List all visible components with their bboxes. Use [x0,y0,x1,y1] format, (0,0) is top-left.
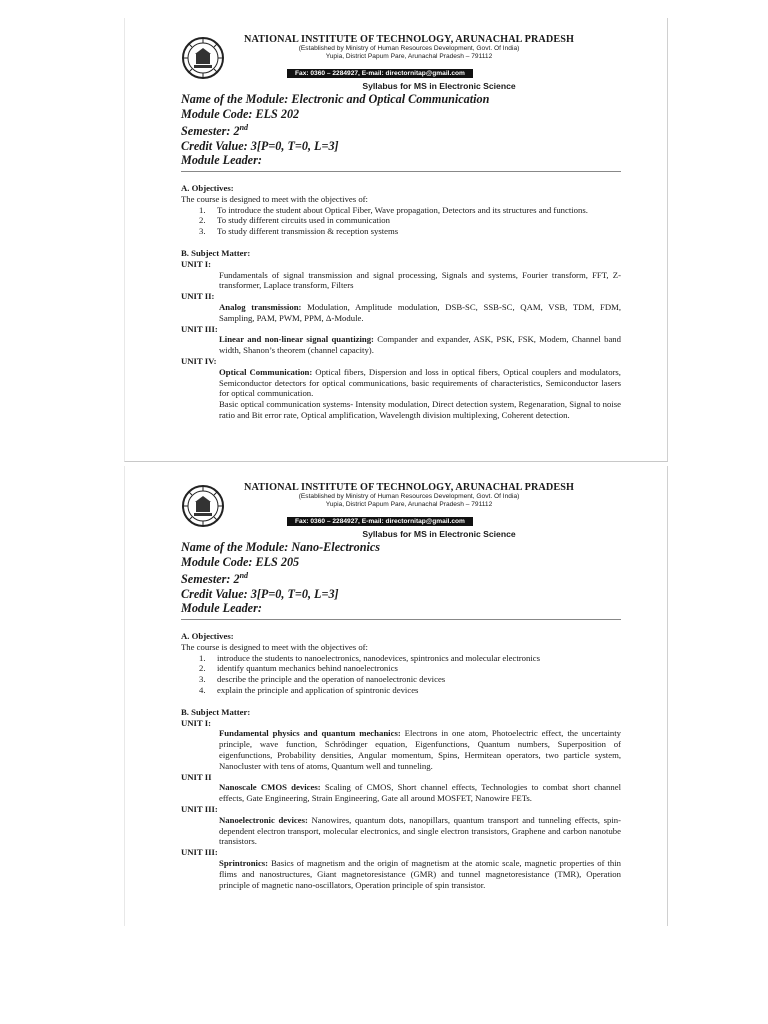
unit-label: UNIT I: [181,258,212,269]
module-name: Name of the Module: Electronic and Optical Communication [181,92,490,106]
syllabus-page-2 [124,466,668,926]
page-header [125,466,667,538]
institute-logo-icon [181,36,225,80]
module-name: Name of the Module: Nano-Electronics [181,540,381,554]
syllabus-title: Syllabus for MS in Electronic Science [362,80,516,91]
unit-content: Sprintronics: Basics of magnetism and the origin of magnetism at the atomic scale, magnetic properties of thin flims and nanostructures, Giant magnetoresistance (GMR) and tunnel magnetoresistance (TMR), Operation principle of magnetic nano-oscillators, Operation principle of spin transistor. [219,857,621,890]
module-leader: Module Leader: [181,601,262,616]
module-body [181,620,621,890]
unit-content: Analog transmission: Modulation, Amplitude modulation, DSB-SC, SSB-SC, QAM, VSB, TDM, FDM, Sampling, PAM, PWM, PPM, Δ-Module. [219,302,621,323]
address-line: Yupia, District Papum Pare, Arunachal Pradesh – 791112 [325,53,493,61]
objectives-intro: The course is designed to meet with the objectives of: [181,193,368,204]
unit-label: UNIT II: [181,291,215,302]
institute-name: NATIONAL INSTITUTE OF TECHNOLOGY, ARUNACHAL PRADESH [243,34,575,45]
contact-bar: Fax: 0360 – 2284927, E-mail: directornitap@gmail.com [287,517,473,526]
objectives-intro: The course is designed to meet with the objectives of: [181,641,368,652]
institute-name: NATIONAL INSTITUTE OF TECHNOLOGY, ARUNACHAL PRADESH [243,482,575,493]
module-info [181,92,621,172]
unit-label: UNIT II [181,771,212,782]
list-item: 1. introduce the students to nanoelectronics, nanodevices, spintronics and molecular electronics [199,652,541,663]
module-semester: Semester: 2nd [181,123,249,139]
module-leader: Module Leader: [181,153,262,168]
page-header [125,18,667,90]
unit-label: UNIT III: [181,803,218,814]
unit-content: Optical Communication: Optical fibers, Dispersion and loss in optical fibers, Optical couplers and modulators, Semiconductor detectors for optical communications, basic requirements of characteristics, Semiconductor lasers for optical communication. [219,366,621,399]
module-semester: Semester: 2nd [181,571,249,587]
objectives-list [181,205,621,237]
unit-content: Nanoscale CMOS devices: Scaling of CMOS, Short channel effects, Technologies to combat short channel effects, Gate Engineering, Strain Engineering, Gate all around MOSFET, Nanowire FETs. [219,782,621,804]
unit-content-continued: Basic optical communication systems- Intensity modulation, Direct detection system, Regenaration, Signal to noise ratio and Bit error rate, Optical amplification, Wavelength division multiplexing, Coherent detection. [219,399,621,420]
unit-content: Fundamental physics and quantum mechanics: Electrons in one atom, Photoelectric effect, the uncertainty principle, wave function, Schrödinger equation, Eigenfunctions, Quantum numbers, Superposition of eigenfunctions, Probability densities, Angular momentum, Spins, Hermitean operators, two particle system, Nanocluster with tens of atoms, Quantum well and tunneling. [219,728,621,771]
list-item: 1. To introduce the student about Optical Fiber, Wave propagation, Detectors and its structures and functions. [199,204,588,215]
address-line: Yupia, District Papum Pare, Arunachal Pradesh – 791112 [325,501,493,509]
list-item: 3. describe the principle and the operation of nanoelectronic devices [199,674,446,685]
institute-logo-icon [181,484,225,528]
list-item: 2. identify quantum mechanics behind nanoelectronics [199,663,398,674]
module-credit: Credit Value: 3[P=0, T=0, L=3] [181,586,339,601]
syllabus-page-1 [124,18,668,462]
syllabus-title: Syllabus for MS in Electronic Science [362,528,516,539]
module-info [181,540,621,620]
subject-heading: B. Subject Matter: [181,248,251,259]
unit-content: Linear and non-linear signal quantizing: Compander and expander, ASK, PSK, FSK, Modem, Channel band width, Shanon’s theorem (channel capacity). [219,334,621,356]
unit-label: UNIT III: [181,847,218,858]
objectives-list [181,653,621,696]
unit-label: UNIT IV: [181,355,217,366]
list-item: 4. explain the principle and application of spintronic devices [199,685,419,696]
objectives-heading: A. Objectives: [181,183,234,194]
unit-label: UNIT I: [181,717,212,728]
established-line: (Established by Ministry of Human Resources Development, Govt. Of India) [298,45,520,52]
unit-content: Fundamentals of signal transmission and signal processing, Signals and systems, Fourier transform, FFT, Z-transformer, Laplace transform, Filters [219,269,621,291]
unit-label: UNIT III: [181,323,218,334]
module-body [181,172,621,421]
established-line: (Established by Ministry of Human Resources Development, Govt. Of India) [298,493,520,500]
contact-bar: Fax: 0360 – 2284927, E-mail: directornitap@gmail.com [287,69,473,78]
module-credit: Credit Value: 3[P=0, T=0, L=3] [181,138,339,153]
unit-content: Nanoelectronic devices: Nanowires, quantum dots, nanopillars, quantum transport and tunneling effects, spin-dependent electron transport, molecular electronics, and single electron transistors, Graphene and carbon nanotube transistors. [219,814,621,847]
module-code: Module Code: ELS 202 [181,106,300,121]
list-item: 2. To study different circuits used in communication [199,215,390,226]
subject-heading: B. Subject Matter: [181,706,251,717]
list-item: 3. To study different transmission & reception systems [199,226,399,237]
module-code: Module Code: ELS 205 [181,554,300,569]
objectives-heading: A. Objectives: [181,631,234,642]
